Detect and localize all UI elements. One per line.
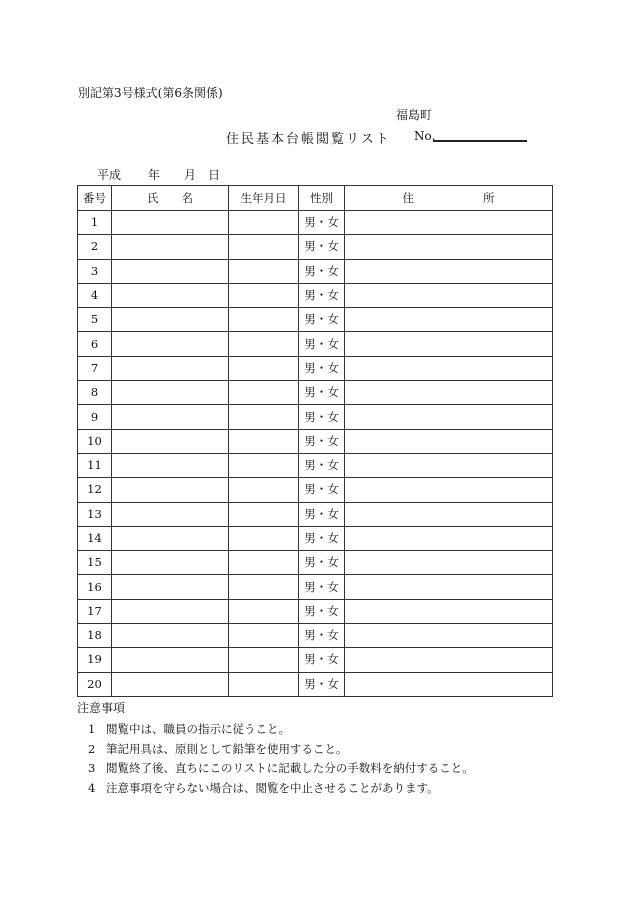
sex-cell[interactable]: 男・女 bbox=[299, 526, 345, 550]
table-row bbox=[78, 283, 553, 307]
sex-cell[interactable]: 男・女 bbox=[299, 381, 345, 405]
form-number-label: 別記第3号様式(第6条関係) bbox=[78, 86, 223, 100]
name-cell[interactable] bbox=[112, 624, 229, 648]
row-number: 10 bbox=[78, 429, 112, 453]
sex-cell[interactable]: 男・女 bbox=[299, 405, 345, 429]
name-cell[interactable] bbox=[112, 308, 229, 332]
birthdate-cell[interactable] bbox=[229, 356, 299, 380]
sex-cell[interactable]: 男・女 bbox=[299, 308, 345, 332]
column-header-address: 住 所 bbox=[345, 186, 553, 211]
name-cell[interactable] bbox=[112, 502, 229, 526]
birthdate-cell[interactable] bbox=[229, 308, 299, 332]
date-month-label: 月 bbox=[184, 168, 197, 182]
row-number: 19 bbox=[78, 648, 112, 672]
row-number: 16 bbox=[78, 575, 112, 599]
note-text: 閲覧終了後、直ちにこのリストに記載した分の手数料を納付すること。 bbox=[106, 761, 474, 775]
name-cell[interactable] bbox=[112, 381, 229, 405]
table-row bbox=[78, 526, 553, 550]
column-header-number: 番号 bbox=[78, 186, 112, 211]
sex-cell[interactable]: 男・女 bbox=[299, 356, 345, 380]
birthdate-cell[interactable] bbox=[229, 381, 299, 405]
name-cell[interactable] bbox=[112, 599, 229, 623]
sex-cell[interactable]: 男・女 bbox=[299, 283, 345, 307]
sex-cell[interactable]: 男・女 bbox=[299, 502, 345, 526]
birthdate-cell[interactable] bbox=[229, 599, 299, 623]
column-header-sex: 性別 bbox=[299, 186, 345, 211]
name-cell[interactable] bbox=[112, 259, 229, 283]
address-cell[interactable] bbox=[345, 381, 553, 405]
address-cell[interactable] bbox=[345, 526, 553, 550]
address-cell[interactable] bbox=[345, 429, 553, 453]
name-cell[interactable] bbox=[112, 575, 229, 599]
birthdate-cell[interactable] bbox=[229, 502, 299, 526]
name-cell[interactable] bbox=[112, 453, 229, 477]
table-row bbox=[78, 259, 553, 283]
row-number: 8 bbox=[78, 381, 112, 405]
row-number: 18 bbox=[78, 624, 112, 648]
row-number: 1 bbox=[78, 211, 112, 235]
birthdate-cell[interactable] bbox=[229, 575, 299, 599]
row-number: 13 bbox=[78, 502, 112, 526]
table-row bbox=[78, 211, 553, 235]
name-cell[interactable] bbox=[112, 672, 229, 696]
birthdate-cell[interactable] bbox=[229, 551, 299, 575]
row-number: 4 bbox=[78, 283, 112, 307]
row-number: 15 bbox=[78, 551, 112, 575]
row-number: 20 bbox=[78, 672, 112, 696]
birthdate-cell[interactable] bbox=[229, 259, 299, 283]
sex-cell[interactable]: 男・女 bbox=[299, 478, 345, 502]
resident-register-table bbox=[77, 185, 553, 697]
sex-cell[interactable]: 男・女 bbox=[299, 599, 345, 623]
address-cell[interactable] bbox=[345, 672, 553, 696]
name-cell[interactable] bbox=[112, 356, 229, 380]
row-number: 17 bbox=[78, 599, 112, 623]
name-cell[interactable] bbox=[112, 478, 229, 502]
table-row bbox=[78, 308, 553, 332]
table-row bbox=[78, 235, 553, 259]
address-cell[interactable] bbox=[345, 259, 553, 283]
row-number: 12 bbox=[78, 478, 112, 502]
note-text: 注意事項を守らない場合は、閲覧を中止させることがあります。 bbox=[106, 780, 439, 795]
column-header-name: 氏 名 bbox=[112, 186, 229, 211]
address-cell[interactable] bbox=[345, 235, 553, 259]
sex-cell[interactable]: 男・女 bbox=[299, 259, 345, 283]
date-year-label: 年 bbox=[148, 168, 161, 182]
table-row bbox=[78, 405, 553, 429]
table-row bbox=[78, 599, 553, 623]
name-cell[interactable] bbox=[112, 211, 229, 235]
sex-cell[interactable]: 男・女 bbox=[299, 624, 345, 648]
page-title: 住民基本台帳閲覧リスト bbox=[226, 132, 391, 147]
table-header-row bbox=[78, 186, 553, 211]
address-cell[interactable] bbox=[345, 575, 553, 599]
birthdate-cell[interactable] bbox=[229, 429, 299, 453]
address-cell[interactable] bbox=[345, 332, 553, 356]
sex-cell[interactable]: 男・女 bbox=[299, 429, 345, 453]
table-row bbox=[78, 648, 553, 672]
date-line bbox=[97, 166, 220, 183]
address-cell[interactable] bbox=[345, 453, 553, 477]
table-row bbox=[78, 624, 553, 648]
row-number: 5 bbox=[78, 308, 112, 332]
name-cell[interactable] bbox=[112, 429, 229, 453]
note-number: 1 bbox=[88, 722, 96, 736]
table-row bbox=[78, 429, 553, 453]
date-era: 平成 bbox=[97, 168, 122, 182]
note-text: 筆記用具は、原則として鉛筆を使用すること。 bbox=[106, 741, 348, 756]
address-cell[interactable] bbox=[345, 283, 553, 307]
table-row bbox=[78, 332, 553, 356]
name-cell[interactable] bbox=[112, 235, 229, 259]
note-item bbox=[88, 741, 348, 757]
table-row bbox=[78, 502, 553, 526]
sex-cell[interactable]: 男・女 bbox=[299, 211, 345, 235]
table-row bbox=[78, 551, 553, 575]
notes-heading: 注意事項 bbox=[77, 701, 126, 715]
note-item bbox=[88, 721, 290, 737]
row-number: 6 bbox=[78, 332, 112, 356]
sex-cell[interactable]: 男・女 bbox=[299, 551, 345, 575]
table-row bbox=[78, 356, 553, 380]
birthdate-cell[interactable] bbox=[229, 332, 299, 356]
address-cell[interactable] bbox=[345, 356, 553, 380]
birthdate-cell[interactable] bbox=[229, 672, 299, 696]
table-row bbox=[78, 672, 553, 696]
birthdate-cell[interactable] bbox=[229, 283, 299, 307]
name-cell[interactable] bbox=[112, 405, 229, 429]
address-cell[interactable] bbox=[345, 211, 553, 235]
sex-cell[interactable]: 男・女 bbox=[299, 648, 345, 672]
sex-cell[interactable]: 男・女 bbox=[299, 453, 345, 477]
sex-cell[interactable]: 男・女 bbox=[299, 575, 345, 599]
note-number: 3 bbox=[88, 761, 96, 775]
row-number: 9 bbox=[78, 405, 112, 429]
birthdate-cell[interactable] bbox=[229, 624, 299, 648]
name-cell[interactable] bbox=[112, 283, 229, 307]
address-cell[interactable] bbox=[345, 599, 553, 623]
address-cell[interactable] bbox=[345, 308, 553, 332]
note-text: 閲覧中は、職員の指示に従うこと。 bbox=[106, 722, 290, 736]
address-cell[interactable] bbox=[345, 405, 553, 429]
address-cell[interactable] bbox=[345, 478, 553, 502]
birthdate-cell[interactable] bbox=[229, 648, 299, 672]
sex-cell[interactable]: 男・女 bbox=[299, 235, 345, 259]
address-cell[interactable] bbox=[345, 551, 553, 575]
note-number: 2 bbox=[88, 741, 96, 756]
row-number: 11 bbox=[78, 453, 112, 477]
birthdate-cell[interactable] bbox=[229, 478, 299, 502]
address-cell[interactable] bbox=[345, 624, 553, 648]
town-name: 福島町 bbox=[396, 108, 433, 122]
row-number: 7 bbox=[78, 356, 112, 380]
list-number-field[interactable] bbox=[433, 140, 527, 142]
table-row bbox=[78, 575, 553, 599]
sex-cell[interactable]: 男・女 bbox=[299, 332, 345, 356]
row-number: 2 bbox=[78, 235, 112, 259]
row-number: 14 bbox=[78, 526, 112, 550]
note-number: 4 bbox=[88, 780, 96, 795]
birthdate-cell[interactable] bbox=[229, 235, 299, 259]
address-cell[interactable] bbox=[345, 648, 553, 672]
birthdate-cell[interactable] bbox=[229, 453, 299, 477]
note-item bbox=[88, 780, 439, 796]
address-cell[interactable] bbox=[345, 502, 553, 526]
birthdate-cell[interactable] bbox=[229, 526, 299, 550]
table-row bbox=[78, 478, 553, 502]
name-cell[interactable] bbox=[112, 551, 229, 575]
birthdate-cell[interactable] bbox=[229, 211, 299, 235]
column-header-birthdate: 生年月日 bbox=[229, 186, 299, 211]
name-cell[interactable] bbox=[112, 332, 229, 356]
list-number-label: No. bbox=[414, 129, 436, 143]
table-row bbox=[78, 381, 553, 405]
note-item bbox=[88, 760, 474, 776]
date-day-label: 日 bbox=[208, 168, 221, 182]
sex-cell[interactable]: 男・女 bbox=[299, 672, 345, 696]
birthdate-cell[interactable] bbox=[229, 405, 299, 429]
name-cell[interactable] bbox=[112, 526, 229, 550]
row-number: 3 bbox=[78, 259, 112, 283]
name-cell[interactable] bbox=[112, 648, 229, 672]
table-row bbox=[78, 453, 553, 477]
